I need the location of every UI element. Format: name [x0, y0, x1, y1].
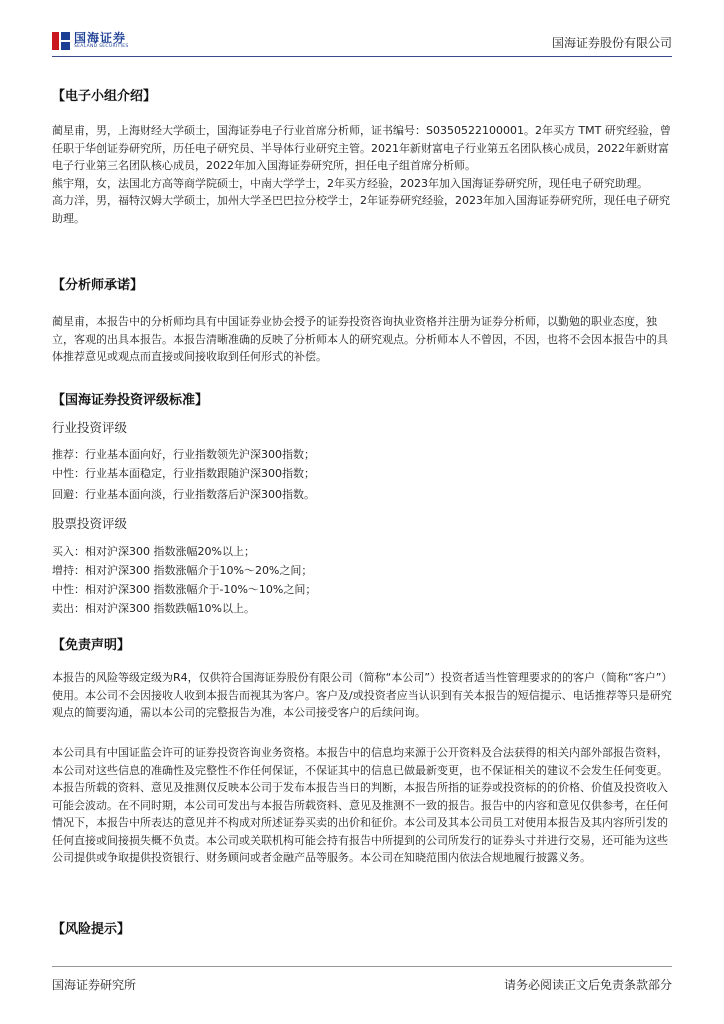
team-member-1: 蔺星甫，男，上海财经大学硕士，国海证券电子行业首席分析师，证书编号：S0350522100001。2年买方 TMT 研究经验，曾任职于华创证券研究所，历任电子研究员、半导体行业研究主管。2021年新财富电子行业第五名团队核心成员，2022年新财富电子行业第三名团队核心成员，2022年加入国海证券研究所，担任电子组首席分析师。	[52, 124, 671, 172]
footer-institute: 国海证券研究所	[52, 978, 137, 992]
logo-mark-icon	[52, 32, 70, 50]
stock-rating-item: 卖出：相对沪深300 指数跌幅10%以上。	[52, 602, 255, 615]
disclaimer-paragraph-1	[52, 669, 672, 722]
company-logo	[52, 32, 129, 50]
team-members	[52, 122, 672, 227]
industry-rating-item: 中性：行业基本面稳定，行业指数跟随沪深300指数；	[52, 467, 315, 480]
industry-rating-item: 推荐：行业基本面向好，行业指数领先沪深300指数；	[52, 448, 315, 461]
logo-en-text: SEALAND SECURITIES	[74, 44, 129, 50]
team-member-2: 熊宇翔，女，法国北方高等商学院硕士，中南大学学士，2年买方经验，2023年加入国海证券研究所，现任电子研究助理。	[52, 176, 648, 190]
footer-notice: 请务必阅读正文后免责条款部分	[503, 978, 672, 992]
stock-rating-title: 股票投资评级	[52, 516, 128, 531]
page-header	[52, 30, 672, 57]
risk-section-title: 【风险提示】	[52, 922, 131, 937]
disclaimer-text-1: 本报告的风险等级定级为R4，仅供符合国海证券股份有限公司（简称“本公司”）投资者适当性管理要求的的客户（简称“客户”）使用。本公司不会因接收人收到本报告而视其为客户。客户及/或投资者应当认识到有关本报告的短信提示、电话推荐等只是研究观点的简要沟通，需以本公司的完整报告为准，本公司接受客户的后续问询。	[52, 671, 672, 719]
commitment-paragraph: 蔺星甫，本报告中的分析师均具有中国证券业协会授予的证券投资咨询执业资格并注册为证券分析师，以勤勉的职业态度，独立，客观的出具本报告。本报告清晰准确的反映了分析师本人的研究观点。分析师本人不曾因，不因，也将不会因本报告中的具体推荐意见或观点而直接或间接收取到任何形式的补偿。	[52, 315, 668, 363]
stock-rating-item: 增持：相对沪深300 指数涨幅介于10%～20%之间；	[52, 564, 313, 577]
stock-rating-item: 中性：相对沪深300 指数涨幅介于-10%～10%之间；	[52, 583, 317, 596]
logo-cn-text: 国海证券	[74, 31, 127, 46]
page-footer	[52, 966, 672, 992]
stock-rating-item: 买入：相对沪深300 指数涨幅20%以上；	[52, 545, 255, 558]
commitment-text	[52, 313, 672, 366]
header-company-name: 国海证券股份有限公司	[551, 36, 672, 50]
team-member-3: 高力洋，男，福特汉姆大学硕士，加州大学圣巴巴拉分校学士，2年证券研究经验，2023年加入国海证券研究所，现任电子研究助理。	[52, 194, 670, 225]
rating-section-title: 【国海证券投资评级标准】	[52, 393, 209, 408]
disclaimer-text-2: 本公司具有中国证监会许可的证券投资咨询业务资格。本报告中的信息均来源于公开资料及合法获得的相关内部外部报告资料，本公司对这些信息的准确性及完整性不作任何保证，不保证其中的信息已做最新变更，也不保证相关的建议不会发生任何变更。本报告所载的资料、意见及推测仅反映本公司于发布本报告当日的判断，本报告所指的证券或投资标的的价格、价值及投资收入可能会波动。在不同时期，本公司可发出与本报告所载资料、意见及推测不一致的报告。报告中的内容和意见仅供参考，在任何情况下，本报告中所表达的意见并不构成对所述证券买卖的出价和征价。本公司及其本公司员工对使用本报告及其内容所引发的任何直接或间接损失概不负责。本公司或关联机构可能会持有报告中所提到的公司所发行的证券头寸并进行交易，还可能为这些公司提供或争取提供投资银行、财务顾问或者金融产品等服务。本公司在知晓范围内依法合规地履行披露义务。	[52, 746, 668, 864]
team-section-title: 【电子小组介绍】	[52, 89, 157, 104]
disclaimer-section-title: 【免责声明】	[52, 638, 131, 653]
commitment-section-title: 【分析师承诺】	[52, 278, 144, 293]
industry-rating-item: 回避：行业基本面向淡，行业指数落后沪深300指数。	[52, 488, 315, 501]
industry-rating-title: 行业投资评级	[52, 420, 128, 435]
disclaimer-paragraph-2	[52, 744, 672, 867]
